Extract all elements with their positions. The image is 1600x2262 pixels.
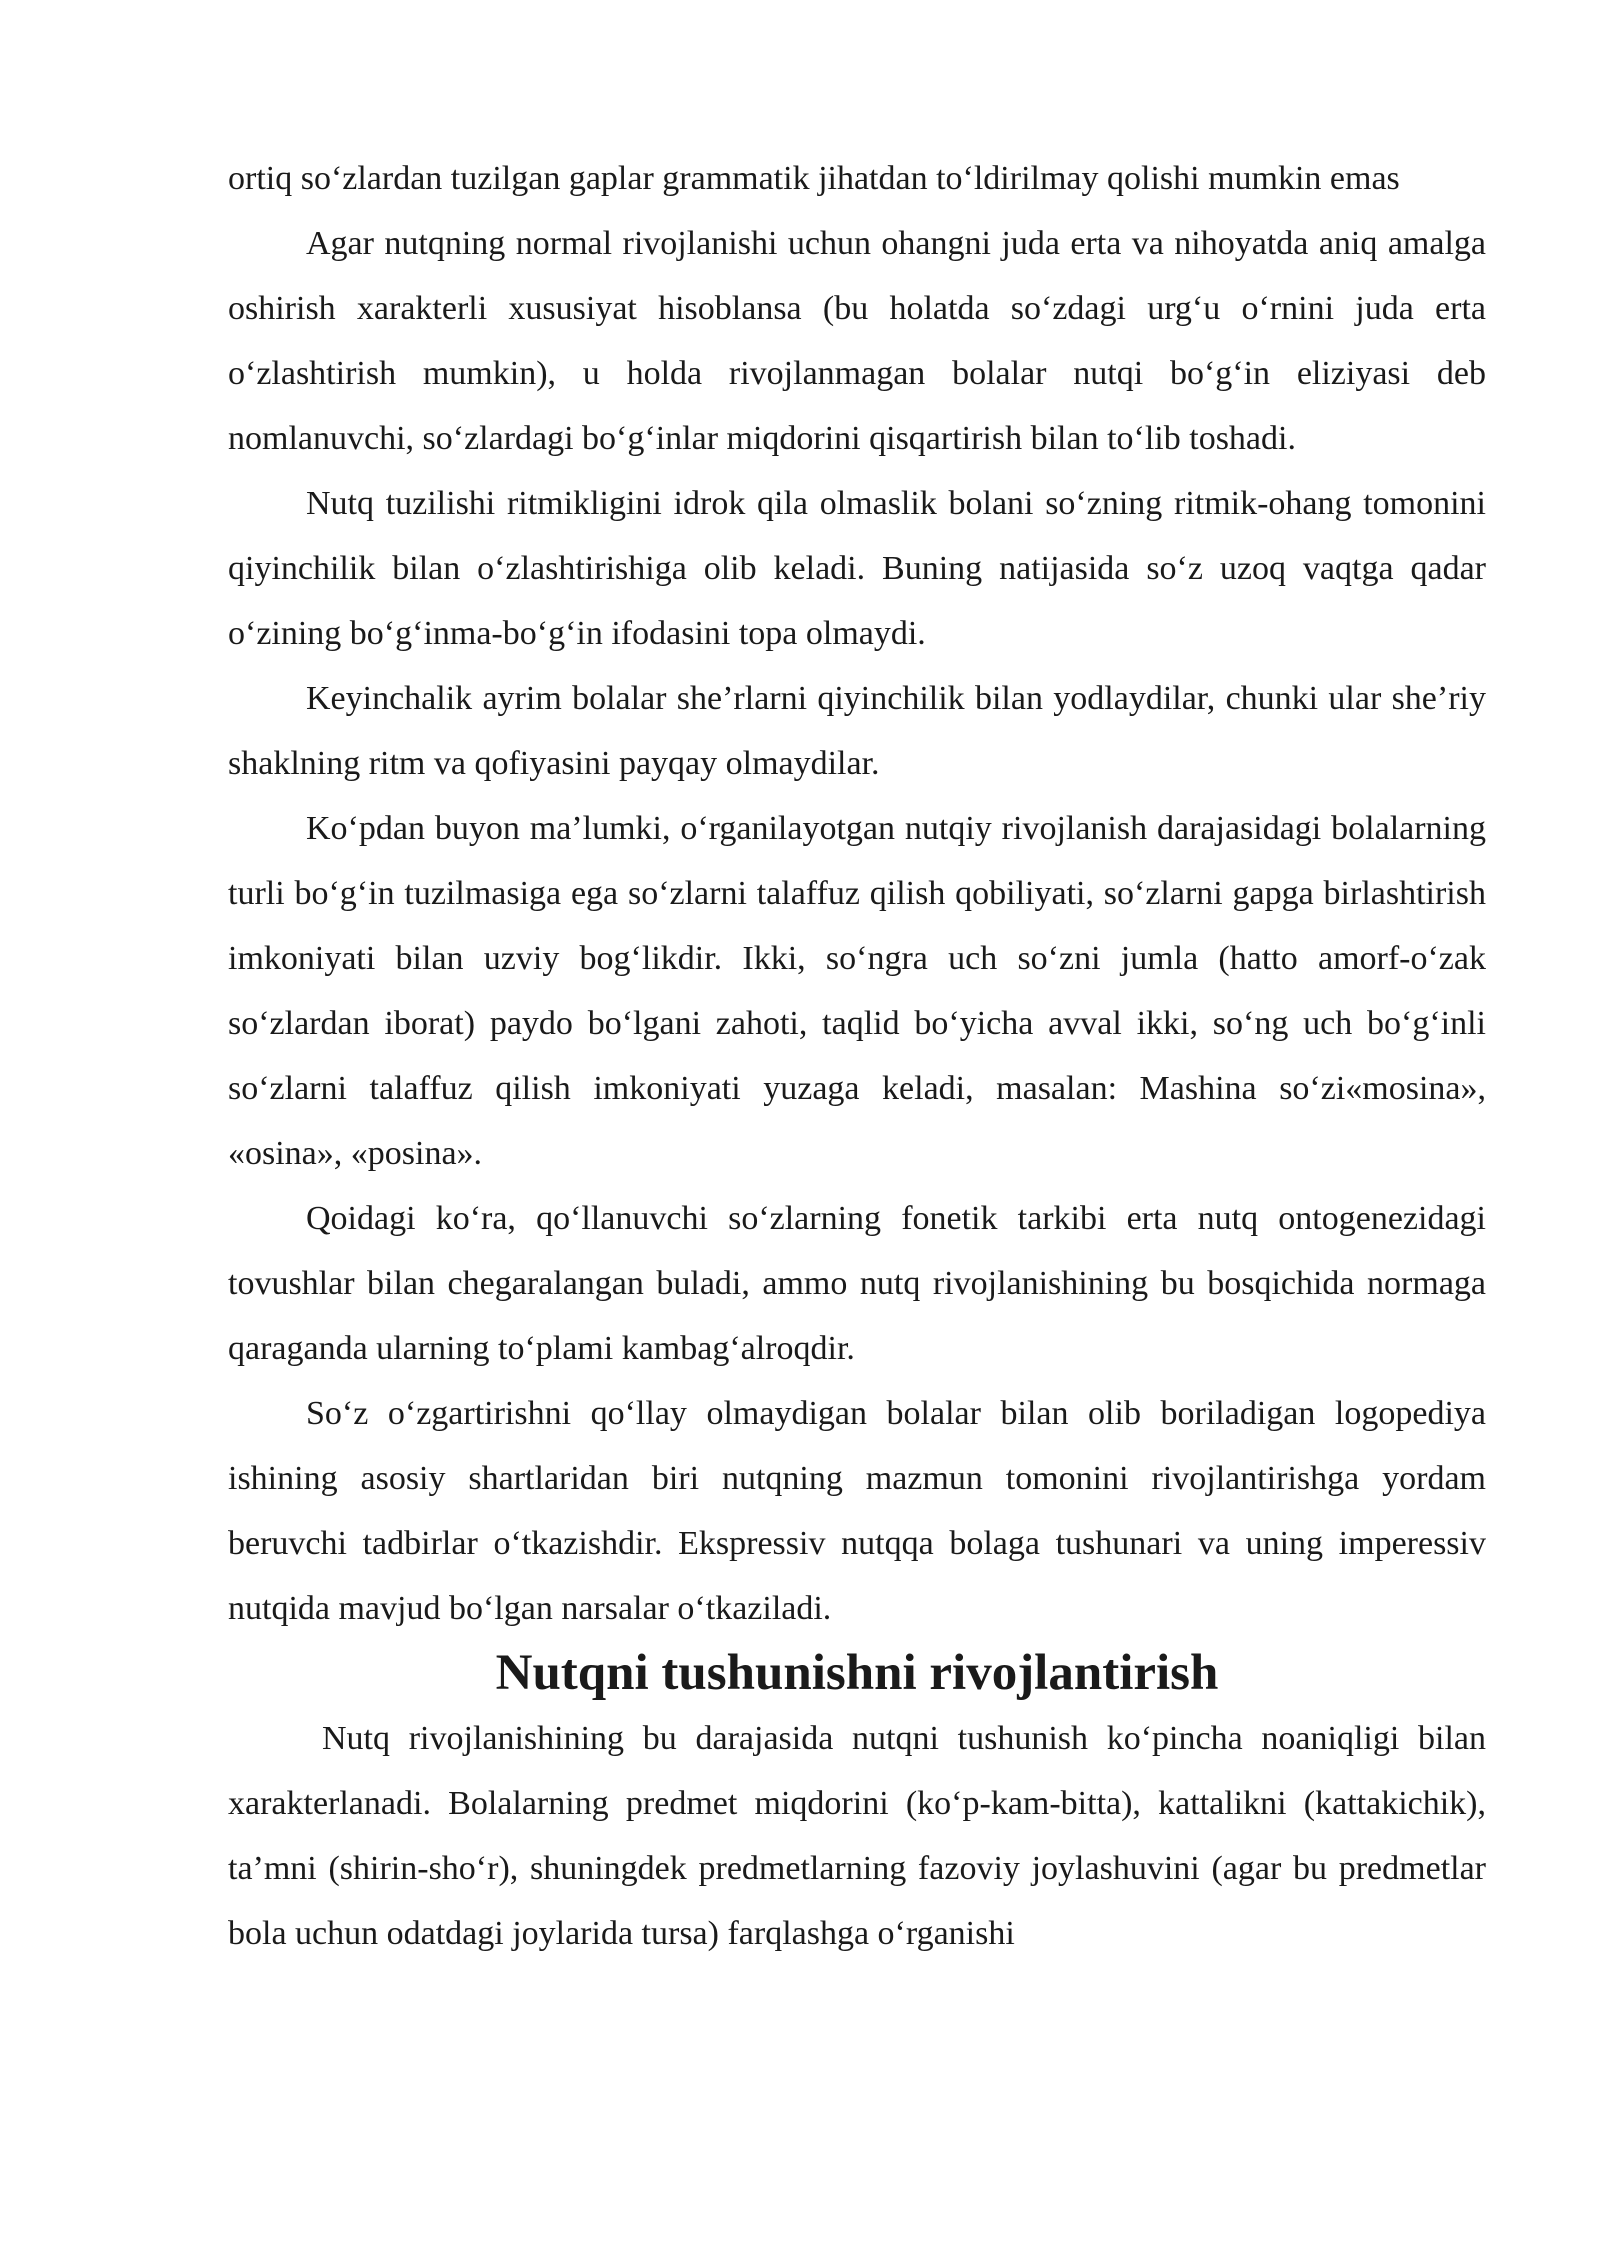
paragraph-speech-comprehension: Nutq rivojlanishining bu darajasida nutqni tushunish ko‘pincha noaniqligi bilan xarakterlanadi. Bolalarning predmet miqdorini (ko‘p-kam-bitta), kattalikni (kattakichik), ta’mni (shirin-sho‘r), shuningdek predmetlarning fazoviy joylashuvini (agar bu predmetlar bola uchun odatdagi joylarida tursa) farqlashga o‘rganishi bbox=[228, 1720, 1486, 1952]
paragraph-logopedy-work: So‘z o‘zgartirishni qo‘llay olmaydigan bolalar bilan olib boriladigan logopediya ishining asosiy shartlaridan biri nutqning mazmun tomonini rivojlantirishga yordam beruvchi tadbirlar o‘tkazishdir. Ekspressiv nutqqa bolaga tushunari va uning imperessiv nutqida mavjud bo‘lgan narsalar o‘tkaziladi. bbox=[228, 1395, 1486, 1627]
paragraph-poems: Keyinchalik ayrim bolalar she’rlarni qiyinchilik bilan yodlaydilar, chunki ular she’riy shaklning ritm va qofiyasini payqay olmaydilar. bbox=[228, 680, 1486, 782]
paragraph-continuation: ortiq so‘zlardan tuzilgan gaplar grammatik jihatdan to‘ldirilmay qolishi mumkin emas bbox=[228, 160, 1400, 197]
section-heading: Nutqni tushunishni rivojlantirish bbox=[495, 1645, 1219, 1701]
paragraph-phonetic-composition: Qoidagi ko‘ra, qo‘llanuvchi so‘zlarning fonetik tarkibi erta nutq ontogenezidagi tovushlar bilan chegaralangan buladi, ammo nutq rivojlanishining bu bosqichida normaga qaraganda ularning to‘plami kambag‘alroqdir. bbox=[228, 1200, 1486, 1367]
paragraph-intonation: Agar nutqning normal rivojlanishi uchun ohangni juda erta va nihoyatda aniq amalga oshirish xarakterli xususiyat hisoblansa (bu holatda so‘zdagi urg‘u o‘rnini juda erta o‘zlashtirish mumkin), u holda rivojlanmagan bolalar nutqi bo‘g‘in eliziyasi deb nomlanuvchi, so‘zlardagi bo‘g‘inlar miqdorini qisqartirish bilan to‘lib toshadi. bbox=[228, 225, 1486, 457]
paragraph-rhythm: Nutq tuzilishi ritmikligini idrok qila olmaslik bolani so‘zning ritmik-ohang tomonini qiyinchilik bilan o‘zlashtirishiga olib keladi. Buning natijasida so‘z uzoq vaqtga qadar o‘zining bo‘g‘inma-bo‘g‘in ifodasini topa olmaydi. bbox=[228, 485, 1486, 652]
document-page bbox=[228, 146, 1486, 1966]
paragraph-syllable-structure: Ko‘pdan buyon ma’lumki, o‘rganilayotgan nutqiy rivojlanish darajasidagi bolalarning turli bo‘g‘in tuzilmasiga ega so‘zlarni talaffuz qilish qobiliyati, so‘zlarni gapga birlashtirish imkoniyati bilan uzviy bog‘likdir. Ikki, so‘ngra uch so‘zni jumla (hatto amorf-o‘zak so‘zlardan iborat) paydo bo‘lgani zahoti, taqlid bo‘yicha avval ikki, so‘ng uch bo‘g‘inli so‘zlarni talaffuz qilish imkoniyati yuzaga keladi, masalan: Mashina so‘zi«mosina», «osina», «posina». bbox=[228, 810, 1486, 1172]
